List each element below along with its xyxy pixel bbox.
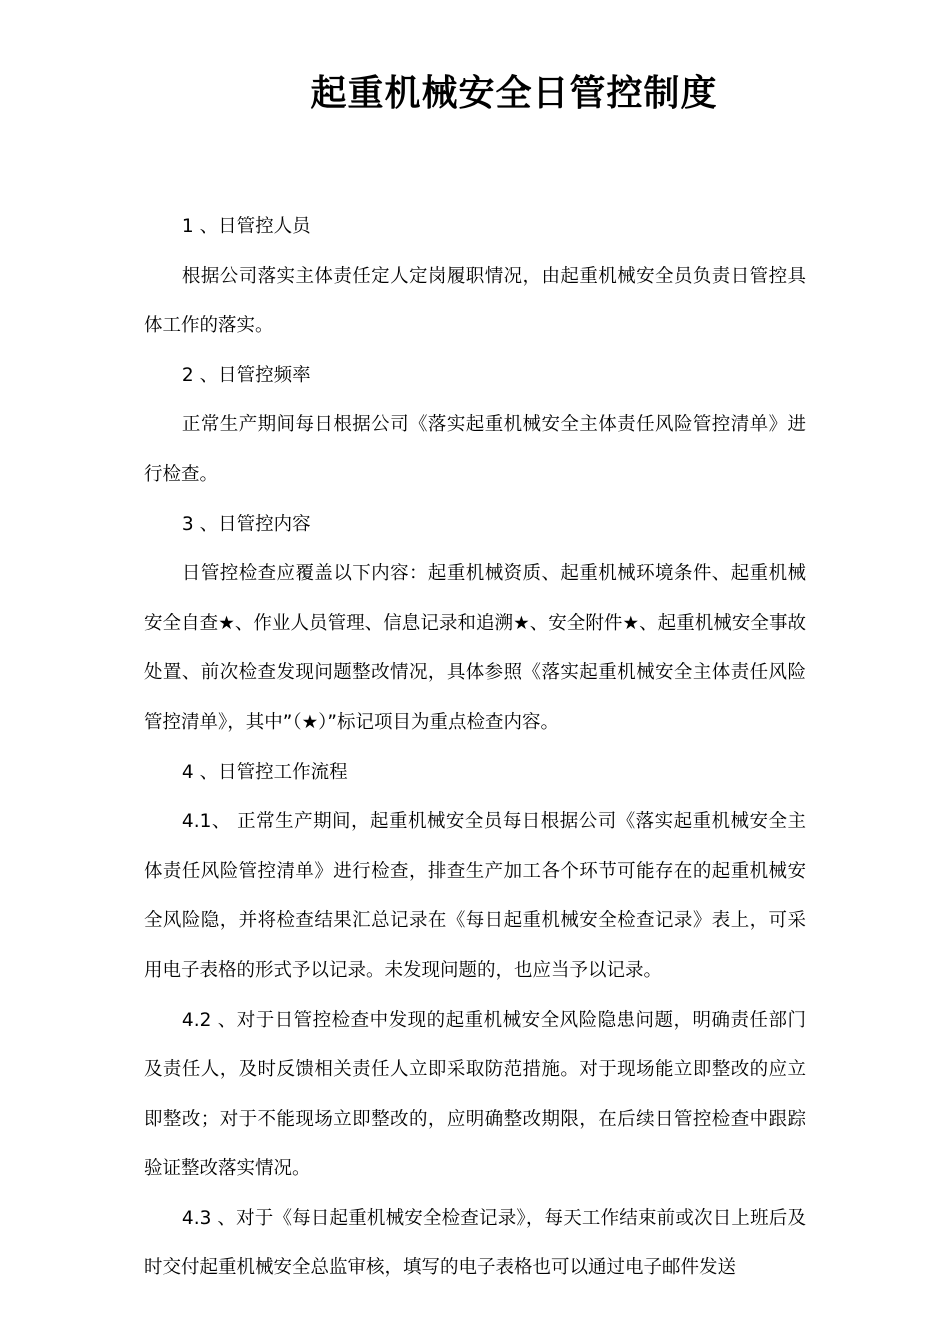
paragraph-4-2: 4.2 、对于日管控检查中发现的起重机械安全风险隐患问题，明确责任部门及责任人，及时反馈相关责任人立即采取防范措施。对于现场能立即整改的应立即整改；对于不能现场立即整改的，应明确整改期限，在后续日管控检查中跟踪验证整改落实情况。: [144, 1009, 806, 1180]
heading-1-staff: 1 、日管控人员: [181, 216, 311, 237]
paragraph-frequency: 正常生产期间每日根据公司《落实起重机械安全主体责任风险管控清单》进行检查。: [144, 414, 806, 485]
heading-4-workflow: 4 、日管控工作流程: [181, 761, 348, 783]
heading-2-frequency: 2 、日管控频率: [181, 364, 311, 386]
document-title: 起重机械安全日管控制度: [310, 73, 718, 114]
paragraph-4-3: 4.3 、对于《每日起重机械安全检查记录》，每天工作结束前或次日上班后及时交付起重机械安全总监审核，填写的电子表格也可以通过电子邮件发送: [144, 1207, 806, 1279]
document-body: [144, 202, 806, 1293]
paragraph-content: 日管控检查应覆盖以下内容：起重机械资质、起重机械环境条件、起重机械安全自查★、作业人员管理、信息记录和追溯★、安全附件★、起重机械安全事故处置、前次检查发现问题整改情况，具体参照《落实起重机械安全主体责任风险管控清单》，其中”（★）”标记项目为重点检查内容。: [144, 563, 806, 733]
paragraph-staff: 根据公司落实主体责任定人定岗履职情况，由起重机械安全员负责日管控具体工作的落实。: [144, 265, 806, 337]
paragraph-4-1: 4.1、 正常生产期间，起重机械安全员每日根据公司《落实起重机械安全主体责任风险管控清单》进行检查，排查生产加工各个环节可能存在的起重机械安全风险隐，并将检查结果汇总记录在《每日起重机械安全检查记录》表上，可采用电子表格的形式予以记录。未发现问题的，也应当予以记录。: [144, 811, 806, 981]
heading-3-content: 3 、日管控内容: [181, 513, 311, 535]
